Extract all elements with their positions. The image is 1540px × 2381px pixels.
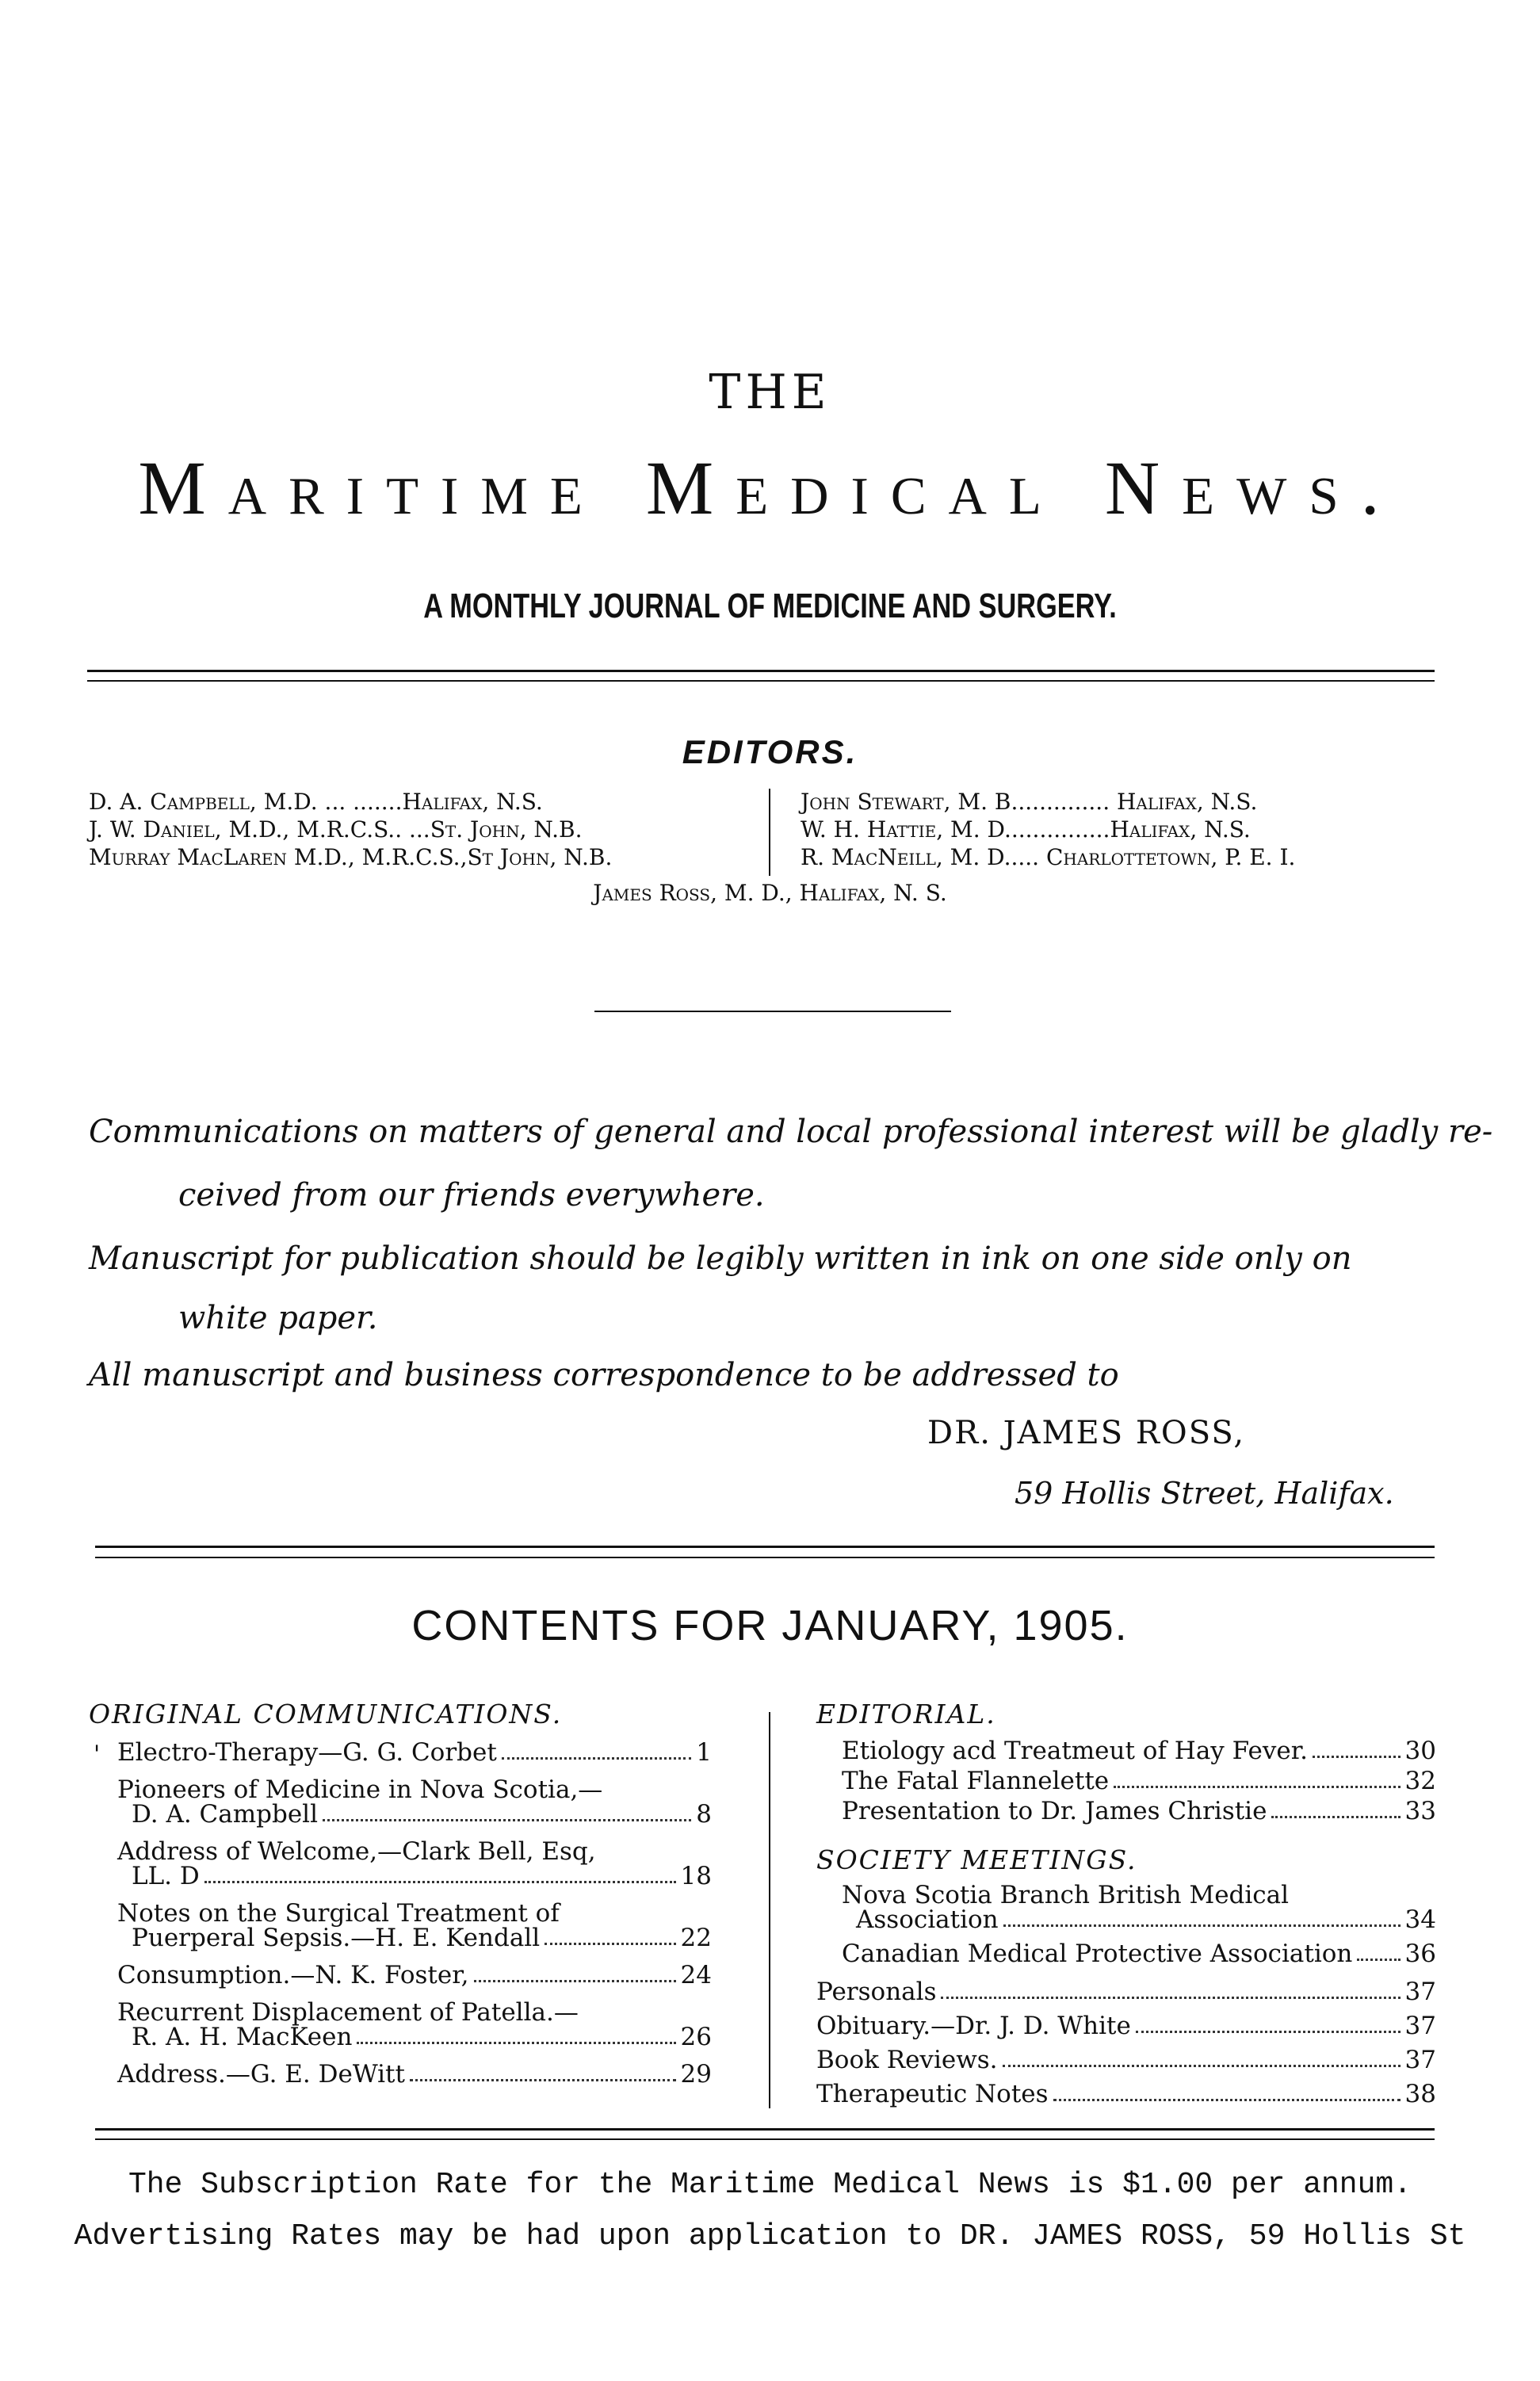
advertising-rates: Advertising Rates may be had upon application to DR. JAMES ROSS, 59 Hollis St [74, 2219, 1466, 2253]
toc-entry-title: R. A. H. MacKeen [132, 2023, 353, 2051]
contents-column-divider [769, 1712, 770, 2108]
notice-manuscript-1: Manuscript for publication should be legibly written in ink on one side only on [89, 1240, 1352, 1277]
toc-entry-line [856, 1907, 1436, 1933]
editor-left-3: Murray MacLaren M.D., M.R.C.S.,St John, N.B. [89, 844, 613, 870]
toc-page-number: 37 [1404, 2046, 1436, 2074]
toc-leader-dots [1271, 1816, 1400, 1818]
editors-divider [769, 789, 770, 876]
toc-society-list [842, 1882, 1436, 1978]
header-rule-top [87, 670, 1435, 672]
toc-leader-dots [545, 1943, 675, 1945]
toc-leader-dots [502, 1757, 691, 1760]
toc-page-number: 1 [696, 1738, 712, 1767]
toc-entry-title: D. A. Campbell [132, 1800, 319, 1829]
footer-rule-bottom [95, 2138, 1435, 2140]
toc-entry-title: Book Reviews. [816, 2046, 998, 2074]
toc-entry-line [842, 1798, 1436, 1825]
toc-entry-line [117, 1740, 712, 1766]
editor-right-1: John Stewart, M. B.............. Halifax, N.S. [801, 789, 1258, 815]
toc-leader-dots [1053, 2099, 1401, 2101]
address-street: 59 Hollis Street, Halifax. [1015, 1476, 1394, 1511]
toc-entry-line [117, 1839, 712, 1865]
toc-entry-line [816, 2081, 1436, 2108]
toc-page-number: 33 [1404, 1797, 1436, 1825]
toc-entry-line [816, 2047, 1436, 2073]
toc-page-number: 26 [680, 2023, 712, 2051]
toc-entry-title: Etiology acd Treatmeut of Hay Fever. [842, 1737, 1308, 1765]
toc-leader-dots [474, 1980, 676, 1982]
section-society-meetings: SOCIETY MEETINGS. [816, 1844, 1137, 1875]
editors-heading: EDITORS. [682, 733, 858, 770]
editor-left-1: D. A. Campbell, M.D. ... .......Halifax, N.S. [89, 789, 543, 815]
editor-bottom: James Ross, M. D., Halifax, N. S. [593, 880, 947, 906]
contents-rule-top [95, 1546, 1435, 1548]
toc-entry-title: The Fatal Flannelette [842, 1767, 1110, 1795]
margin-mark: ' [94, 1741, 101, 1768]
notice-communications-1: Communications on matters of general and local professional interest will be gladly re- [89, 1114, 1493, 1150]
toc-entry-title: Address of Welcome,—Clark Bell, Esq, [117, 1837, 596, 1866]
toc-entry-title: Notes on the Surgical Treatment of [117, 1899, 560, 1928]
toc-page-number: 24 [680, 1961, 712, 1989]
toc-leader-dots [323, 1819, 691, 1821]
toc-leader-dots [1136, 2031, 1401, 2033]
notice-correspondence: All manuscript and business correspondence to be addressed to [89, 1357, 1119, 1393]
toc-entry-title: LL. D [132, 1862, 200, 1890]
notice-manuscript-2: white paper. [178, 1300, 378, 1336]
journal-subtitle: A MONTHLY JOURNAL OF MEDICINE AND SURGERY. [423, 587, 1117, 625]
toc-page-number: 37 [1404, 2012, 1436, 2040]
toc-page-number: 34 [1404, 1905, 1436, 1934]
toc-entry-line [816, 2013, 1436, 2039]
toc-entry-line [132, 1863, 712, 1890]
toc-leader-dots [1003, 2065, 1401, 2067]
toc-entry-title: Recurrent Displacement of Patella.— [117, 1998, 579, 2027]
notice-communications-2: ceived from our friends everywhere. [178, 1177, 765, 1213]
address-name: DR. JAMES ROSS, [927, 1415, 1246, 1451]
toc-page-number: 30 [1404, 1737, 1436, 1765]
section-editorial: EDITORIAL. [816, 1699, 996, 1729]
toc-leader-dots [1313, 1756, 1401, 1758]
toc-entry-title: Therapeutic Notes [816, 2080, 1049, 2108]
toc-page-number: 37 [1404, 1978, 1436, 2006]
journal-title: Maritime Medical News. [138, 445, 1402, 530]
contents-rule-bottom [95, 1557, 1435, 1558]
toc-entry-title: Puerperal Sepsis.—H. E. Kendall [132, 1924, 541, 1952]
toc-entry-line [132, 1802, 712, 1828]
toc-entry-title: Electro-Therapy—G. G. Corbet [117, 1738, 497, 1767]
toc-left-column [117, 1740, 712, 2112]
toc-other-list [816, 1979, 1436, 2114]
toc-leader-dots [1357, 1959, 1400, 1961]
toc-page-number: 8 [696, 1800, 712, 1829]
editor-right-2: W. H. Hattie, M. D...............Halifax, N.S. [801, 816, 1251, 843]
journal-the: THE [709, 365, 831, 420]
toc-entry-line [117, 1963, 712, 1989]
toc-entry-line [132, 1925, 712, 1951]
toc-entry-title: Consumption.—N. K. Foster, [117, 1961, 469, 1989]
editor-right-3: R. MacNeill, M. D..... Charlottetown, P. E. I. [801, 844, 1296, 870]
toc-entry-title: Obituary.—Dr. J. D. White [816, 2012, 1131, 2040]
toc-entry-title: Canadian Medical Protective Association [842, 1940, 1353, 1968]
toc-entry-line [816, 1979, 1436, 2005]
toc-page-number: 29 [680, 2060, 712, 2089]
toc-page-number: 32 [1404, 1767, 1436, 1795]
toc-editorial-list [842, 1738, 1436, 1833]
editor-left-2: J. W. Daniel, M.D., M.R.C.S.. ...St. John, N.B. [89, 816, 583, 843]
toc-page-number: 36 [1404, 1940, 1436, 1968]
toc-entry-title: Pioneers of Medicine in Nova Scotia,— [117, 1775, 603, 1804]
toc-leader-dots [1114, 1786, 1400, 1788]
toc-entry-title: Address.—G. E. DeWitt [117, 2060, 405, 2089]
toc-entry-title: Association [856, 1905, 999, 1934]
editors-short-rule [594, 1011, 951, 1012]
toc-leader-dots [941, 1997, 1400, 1999]
toc-page-number: 38 [1404, 2080, 1436, 2108]
toc-entry-line [117, 2062, 712, 2088]
toc-entry-line [842, 1941, 1436, 1967]
toc-leader-dots [1003, 1924, 1401, 1927]
toc-entry-line [842, 1738, 1436, 1764]
toc-entry-title: Personals [816, 1978, 937, 2006]
toc-page-number: 18 [680, 1862, 712, 1890]
toc-leader-dots [204, 1881, 676, 1883]
section-original-communications: ORIGINAL COMMUNICATIONS. [89, 1699, 563, 1729]
toc-entry-title: Nova Scotia Branch British Medical [842, 1881, 1290, 1909]
footer-rule-top [95, 2128, 1435, 2131]
toc-entry-line [842, 1768, 1436, 1794]
toc-leader-dots [410, 2079, 676, 2081]
toc-entry-line [132, 2024, 712, 2050]
toc-page-number: 22 [680, 1924, 712, 1952]
subscription-rate: The Subscription Rate for the Maritime Medical News is $1.00 per annum. [128, 2168, 1412, 2202]
toc-entry-title: Presentation to Dr. James Christie [842, 1797, 1267, 1825]
header-rule-bottom [87, 680, 1435, 682]
toc-leader-dots [357, 2042, 675, 2044]
contents-title: CONTENTS FOR JANUARY, 1905. [411, 1602, 1129, 1649]
